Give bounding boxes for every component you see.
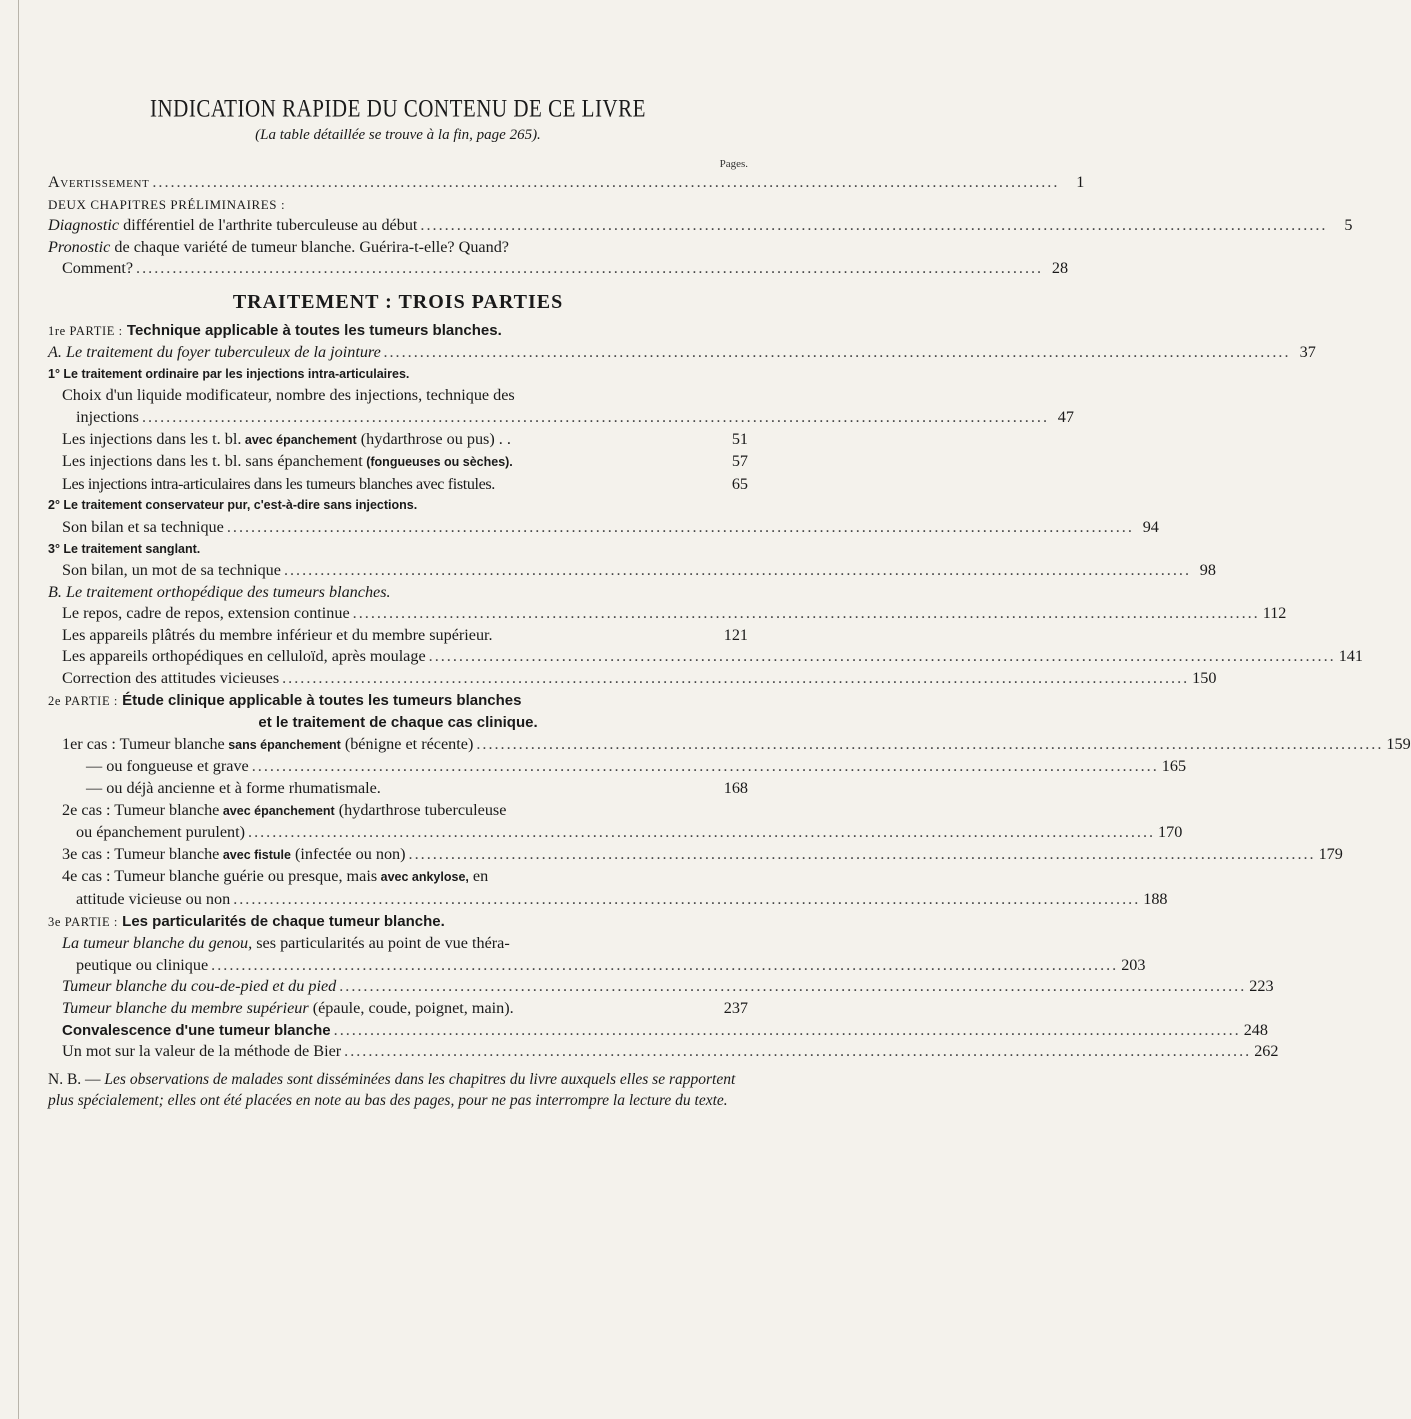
toc-entry-comment: Comment? ..... 28 <box>48 258 748 280</box>
toc-entry-cas1-ancienne: — ou déjà ancienne et à forme rhumatismale. 168 <box>86 779 748 798</box>
part1-b-heading: B. Le traitement orthopédique des tumeurs blanches. <box>48 582 391 601</box>
toc-entry-injections: injections ..... 47 <box>48 407 748 429</box>
part1-heading: 1re PARTIE : Technique applicable à toutes les tumeurs blanches. <box>48 321 502 339</box>
toc-entry-pied: Tumeur blanche du cou-de-pied et du pied ..... 223 <box>48 976 748 998</box>
toc-entry-part1-a: A. Le traitement du foyer tuberculeux de la jointure ..... 37 <box>48 342 748 364</box>
toc-entry-sans-epanchement: Les injections dans les t. bl. sans épanchement (fongueuses ou sèches). 57 <box>62 452 748 471</box>
toc-entry-correction: Correction des attitudes vicieuses ..... 150 <box>48 668 748 690</box>
toc-entry-bilan-sanglant: Son bilan, un mot de sa technique ..... 98 <box>48 560 748 582</box>
toc-entry-choix: Choix d'un liquide modificateur, nombre des injections, technique des <box>62 386 515 405</box>
part1-section1-heading: 1° Le traitement ordinaire par les injections intra-articulaires. <box>48 366 410 381</box>
toc-entry-bier: Un mot sur la valeur de la méthode de Bier ..... 262 <box>48 1041 748 1063</box>
page-subtitle: (La table détaillée se trouve à la fin, page 265). <box>255 127 541 143</box>
document-page <box>48 93 1411 1111</box>
page-margin-line <box>18 0 19 1419</box>
toc-entry-pronostic: Pronostic de chaque variété de tumeur blanche. Guérira-t-elle? Quand? <box>48 237 509 256</box>
toc-entry-platres: Les appareils plâtrés du membre inférieur et du membre supérieur. 121 <box>62 625 748 644</box>
toc-entry-genou: La tumeur blanche du genou, ses particularités au point de vue théra- <box>62 934 510 953</box>
toc-entry-diagnostic: Diagnostic différentiel de l'arthrite tuberculeuse au début ..... 5 <box>48 215 748 237</box>
toc-entry-celluloid: Les appareils orthopédiques en celluloïd, après moulage ..... 141 <box>48 646 748 668</box>
toc-entry-bilan-conservateur: Son bilan et sa technique ..... 94 <box>48 517 748 539</box>
part2-heading: 2e PARTIE : Étude clinique applicable à toutes les tumeurs blanches <box>48 691 522 709</box>
toc-entry-cas1: 1er cas : Tumeur blanche sans épanchement (bénigne et récente) ..... 159 <box>48 734 748 757</box>
toc-entry-fistules: Les injections intra-articulaires dans les tumeurs blanches avec fistules. 65 <box>62 474 748 493</box>
toc-entry-cas2-purulent: ou épanchement purulent) ..... 170 <box>48 822 748 844</box>
toc-entry-genou-clinique: peutique ou clinique ..... 203 <box>48 955 748 977</box>
toc-entry-cas1-fongueuse: — ou fongueuse et grave ..... 165 <box>48 756 748 778</box>
part1-section3-heading: 3° Le traitement sanglant. <box>48 541 201 556</box>
toc-entry-cas4: 4e cas : Tumeur blanche guérie ou presque, mais avec ankylose, en <box>62 867 489 886</box>
toc-entries <box>48 172 1411 1111</box>
page-title: INDICATION RAPIDE DU CONTENU DE CE LIVRE <box>150 93 646 123</box>
treatment-heading: TRAITEMENT : TROIS PARTIES <box>232 290 564 313</box>
part2-heading-line2: et le traitement de chaque cas clinique. <box>258 714 538 732</box>
toc-entry-convalescence: Convalescence d'une tumeur blanche ..... 248 <box>48 1020 748 1042</box>
toc-entry-repos: Le repos, cadre de repos, extension continue ..... 112 <box>48 603 748 625</box>
toc-entry-membre-superieur: Tumeur blanche du membre supérieur (épaule, coude, poignet, main). 237 <box>62 998 748 1017</box>
nota-bene: N. B. — Les observations de malades sont disséminées dans les chapitres du livre auxquels elles se rapportent plus spécialement; elles ont été placées en note au bas des pages, pour ne pas interrompre la lecture du texte. <box>48 1070 736 1109</box>
part3-heading: 3e PARTIE : Les particularités de chaque tumeur blanche. <box>48 912 445 930</box>
toc-entry-avertissement: Avertissement ..... 1 <box>48 172 748 194</box>
part1-section2-heading: 2° Le traitement conservateur pur, c'est-à-dire sans injections. <box>48 498 418 513</box>
toc-entry-avec-epanchement: Les injections dans les t. bl. avec épanchement (hydarthrose ou pus) . . 51 <box>62 429 748 448</box>
prelim-heading: DEUX CHAPITRES PRÉLIMINAIRES : <box>48 196 286 212</box>
toc-entry-cas3: 3e cas : Tumeur blanche avec fistule (infectée ou non) ..... 179 <box>48 844 748 867</box>
toc-entry-cas2: 2e cas : Tumeur blanche avec épanchement (hydarthrose tuberculeuse <box>62 800 507 819</box>
toc-entry-cas4-attitude: attitude vicieuse ou non ..... 188 <box>48 889 748 911</box>
pages-column-label: Pages. <box>719 158 748 170</box>
